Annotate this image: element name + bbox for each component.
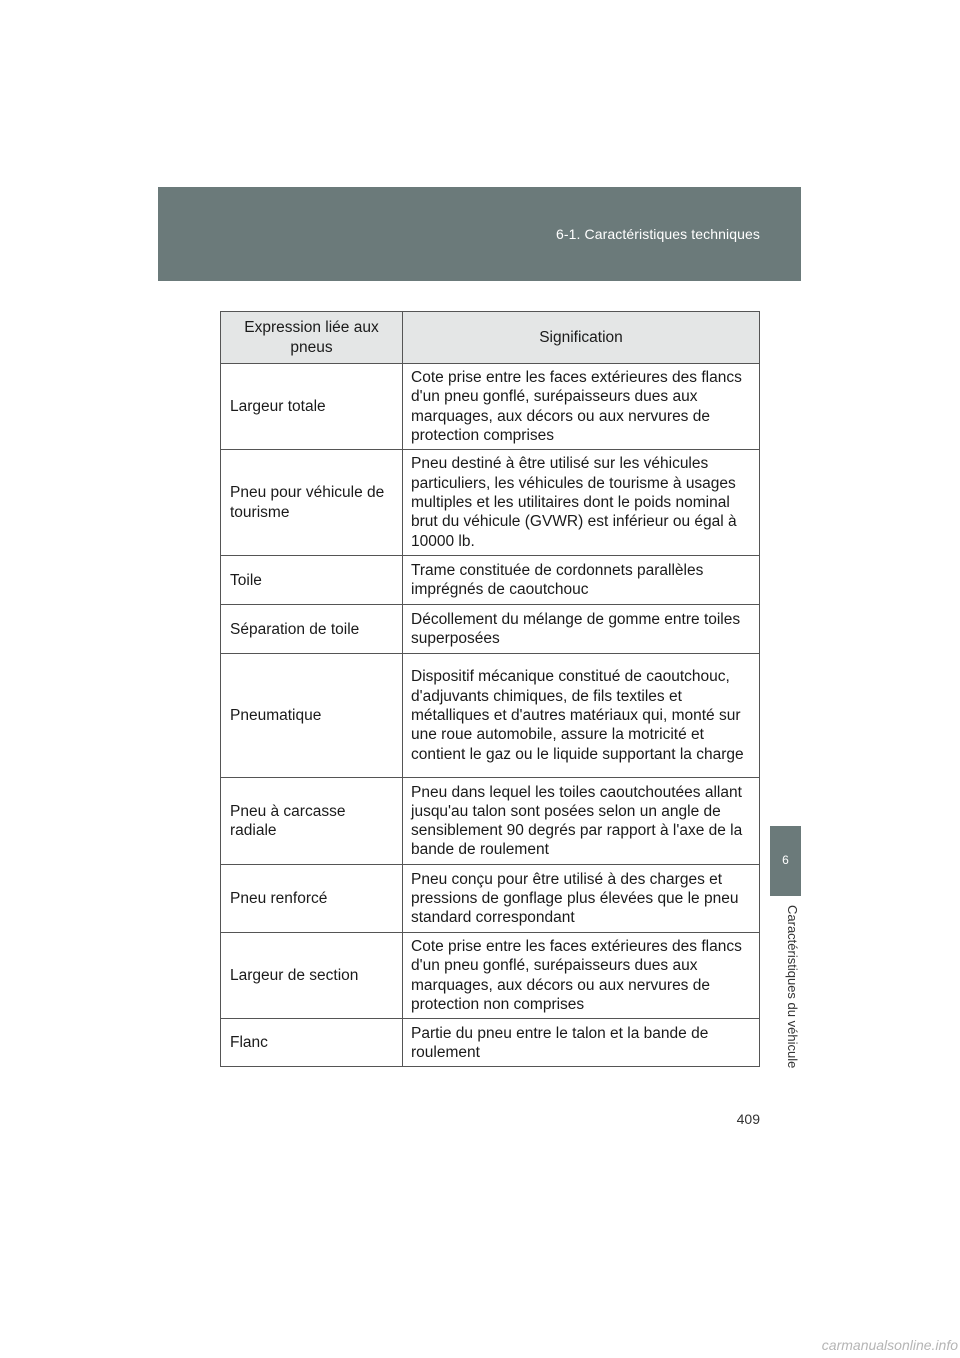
definition-cell: Décollement du mélange de gomme entre toiles superposées (403, 605, 760, 654)
term-cell: Largeur de section (221, 933, 403, 1019)
definition-cell: Pneu destiné à être utilisé sur les véhicules particuliers, les véhicules de tourisme à usages multiples et les utilitaires dont le poids nominal brut du véhicule (GVWR) est inférieur ou égal à 10000 lb. (403, 450, 760, 556)
table-row (221, 556, 760, 605)
chapter-label: Caractéristiques du véhicule (785, 905, 800, 1069)
definition-cell: Dispositif mécanique constitué de caoutchouc, d'adjuvants chimiques, de fils textiles et métalliques et d'autres matériaux qui, monté sur une roue automobile, assure la motricité et contient le gaz ou le liquide supportant la charge (403, 654, 760, 778)
term-cell: Séparation de toile (221, 605, 403, 654)
table-row (221, 364, 760, 450)
definition-cell: Cote prise entre les faces extérieures des flancs d'un pneu gonflé, surépaisseurs dues aux marquages, aux décors ou aux nervures de protection non comprises (403, 933, 760, 1019)
table-row (221, 605, 760, 654)
table-row (221, 865, 760, 933)
term-cell: Flanc (221, 1019, 403, 1067)
definition-cell: Partie du pneu entre le talon et la bande de roulement (403, 1019, 760, 1067)
column-header-term: Expression liée aux pneus (221, 312, 403, 364)
table-row (221, 450, 760, 556)
term-cell: Pneu à carcasse radiale (221, 778, 403, 865)
definition-cell: Pneu conçu pour être utilisé à des charges et pressions de gonflage plus élevées que le pneu standard correspondant (403, 865, 760, 933)
column-header-meaning: Signification (403, 312, 760, 364)
table-row (221, 778, 760, 865)
watermark: carmanualsonline.info (821, 1337, 958, 1353)
table-row (221, 654, 760, 778)
table-header-row (221, 312, 760, 364)
definition-cell: Cote prise entre les faces extérieures des flancs d'un pneu gonflé, surépaisseurs dues aux marquages, aux décors ou aux nervures de protection comprises (403, 364, 760, 450)
section-title: 6-1. Caractéristiques techniques (556, 226, 760, 242)
page-number: 409 (736, 1111, 760, 1127)
chapter-number: 6 (782, 853, 789, 867)
term-cell: Pneu renforcé (221, 865, 403, 933)
term-cell: Pneumatique (221, 654, 403, 778)
definition-cell: Pneu dans lequel les toiles caoutchoutées allant jusqu'au talon sont posées selon un angle de sensiblement 90 degrés par rapport à l'axe de la bande de roulement (403, 778, 760, 865)
tire-terms-table (220, 311, 760, 1067)
term-cell: Toile (221, 556, 403, 605)
table-row (221, 933, 760, 1019)
chapter-tab[interactable] (770, 826, 801, 896)
term-cell: Largeur totale (221, 364, 403, 450)
section-header-band (158, 187, 801, 281)
table-row (221, 1019, 760, 1067)
definition-cell: Trame constituée de cordonnets parallèles imprégnés de caoutchouc (403, 556, 760, 605)
term-cell: Pneu pour véhicule de tourisme (221, 450, 403, 556)
